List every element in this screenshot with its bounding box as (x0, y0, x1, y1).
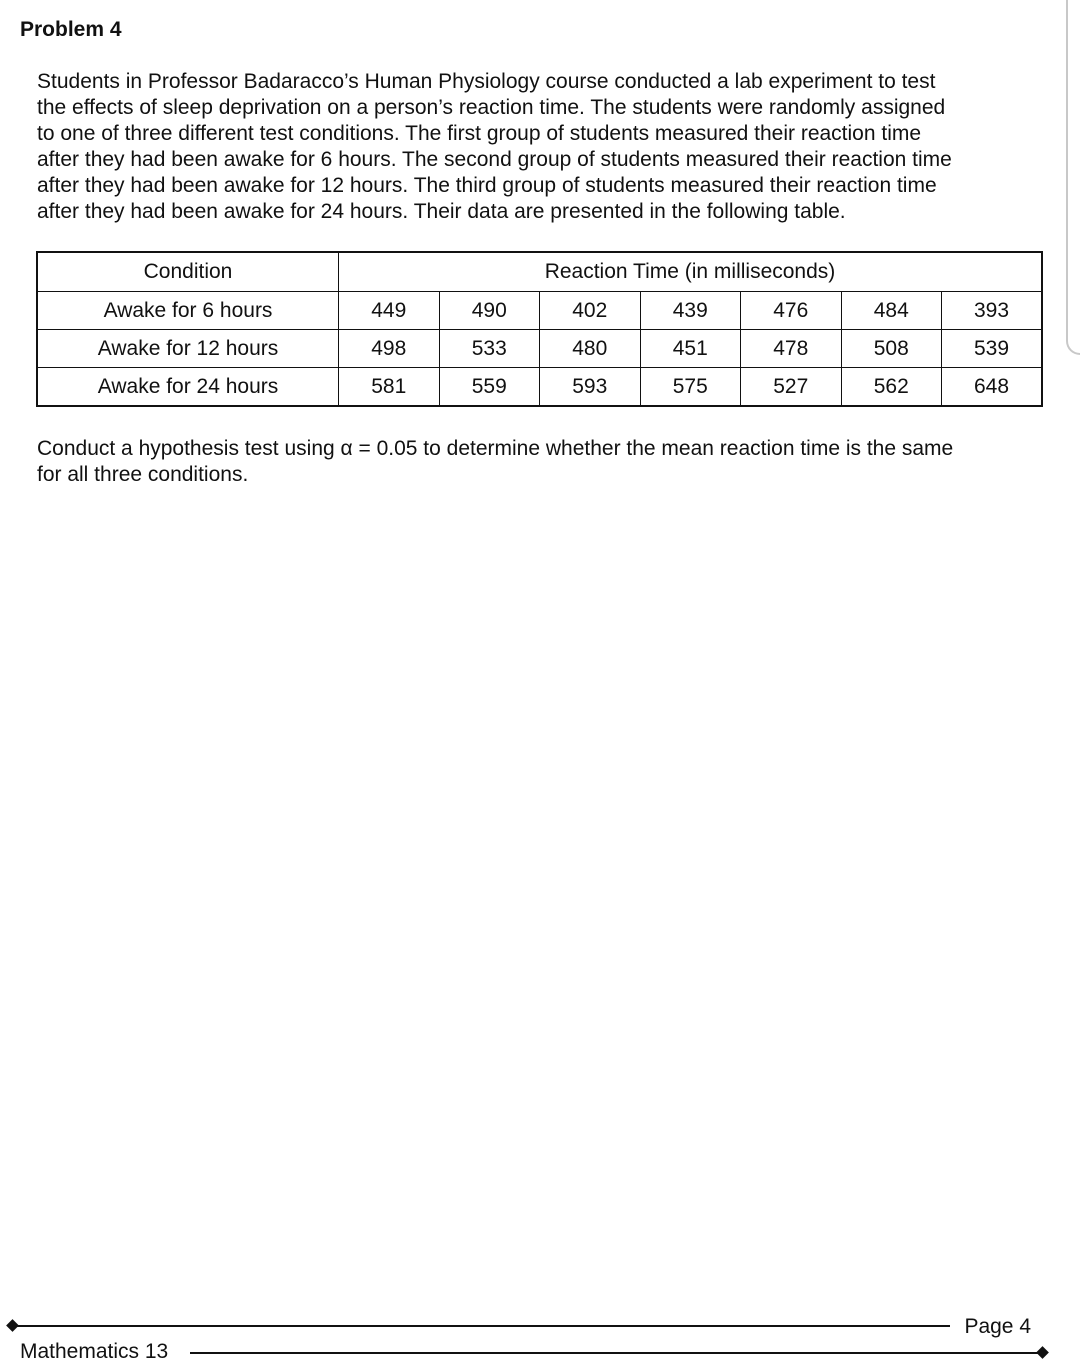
footer-right-diamond (1036, 1346, 1049, 1359)
problem-intro (37, 69, 1037, 225)
table-row (37, 292, 1042, 330)
table-cell: 476 (741, 292, 842, 330)
intro-line: after they had been awake for 24 hours. Their data are presented in the following table. (37, 200, 846, 223)
table-cell: 575 (640, 368, 741, 407)
table-cell: 449 (339, 292, 440, 330)
table-header-row (37, 252, 1042, 292)
table-cell: 581 (339, 368, 440, 407)
table-cell: 508 (841, 330, 942, 368)
table-cell: 402 (540, 292, 641, 330)
problem-question (37, 436, 1047, 488)
table-cell: 490 (439, 292, 540, 330)
intro-line: to one of three different test conditions. The first group of students measured their reaction time (37, 122, 922, 145)
page-title: Problem 4 (20, 18, 122, 41)
page-number: Page 4 (964, 1315, 1031, 1338)
table-cell: 593 (540, 368, 641, 407)
table-cell: 539 (942, 330, 1043, 368)
footer-bottom-rule (190, 1352, 1042, 1354)
table-cell: 451 (640, 330, 741, 368)
question-line: Conduct a hypothesis test using α = 0.05 to determine whether the mean reaction time is the same (37, 437, 954, 460)
scroll-edge-indicator (1066, 0, 1080, 355)
course-name: Mathematics 13 (20, 1340, 169, 1363)
table-row (37, 330, 1042, 368)
intro-line: after they had been awake for 6 hours. The second group of students measured their reaction time (37, 148, 952, 171)
question-line: for all three conditions. (37, 463, 249, 486)
table-row (37, 368, 1042, 407)
table-cell: 480 (540, 330, 641, 368)
condition-label: Awake for 6 hours (37, 292, 339, 330)
condition-label: Awake for 12 hours (37, 330, 339, 368)
table-cell: 498 (339, 330, 440, 368)
reaction-time-table (36, 251, 1043, 407)
table-cell: 562 (841, 368, 942, 407)
footer-top-rule (14, 1325, 950, 1327)
table-cell: 484 (841, 292, 942, 330)
table-cell: 648 (942, 368, 1043, 407)
intro-line: Students in Professor Badaracco’s Human Physiology course conducted a lab experiment to test (37, 70, 936, 93)
table-cell: 559 (439, 368, 540, 407)
table-cell: 533 (439, 330, 540, 368)
condition-label: Awake for 24 hours (37, 368, 339, 407)
intro-line: after they had been awake for 12 hours. The third group of students measured their reaction time (37, 174, 937, 197)
table-cell: 439 (640, 292, 741, 330)
table-cell: 478 (741, 330, 842, 368)
table-cell: 527 (741, 368, 842, 407)
table-cell: 393 (942, 292, 1043, 330)
condition-header: Condition (37, 252, 339, 292)
intro-line: the effects of sleep deprivation on a person’s reaction time. The students were randomly assigned (37, 96, 946, 119)
reaction-time-header: Reaction Time (in milliseconds) (339, 252, 1043, 292)
